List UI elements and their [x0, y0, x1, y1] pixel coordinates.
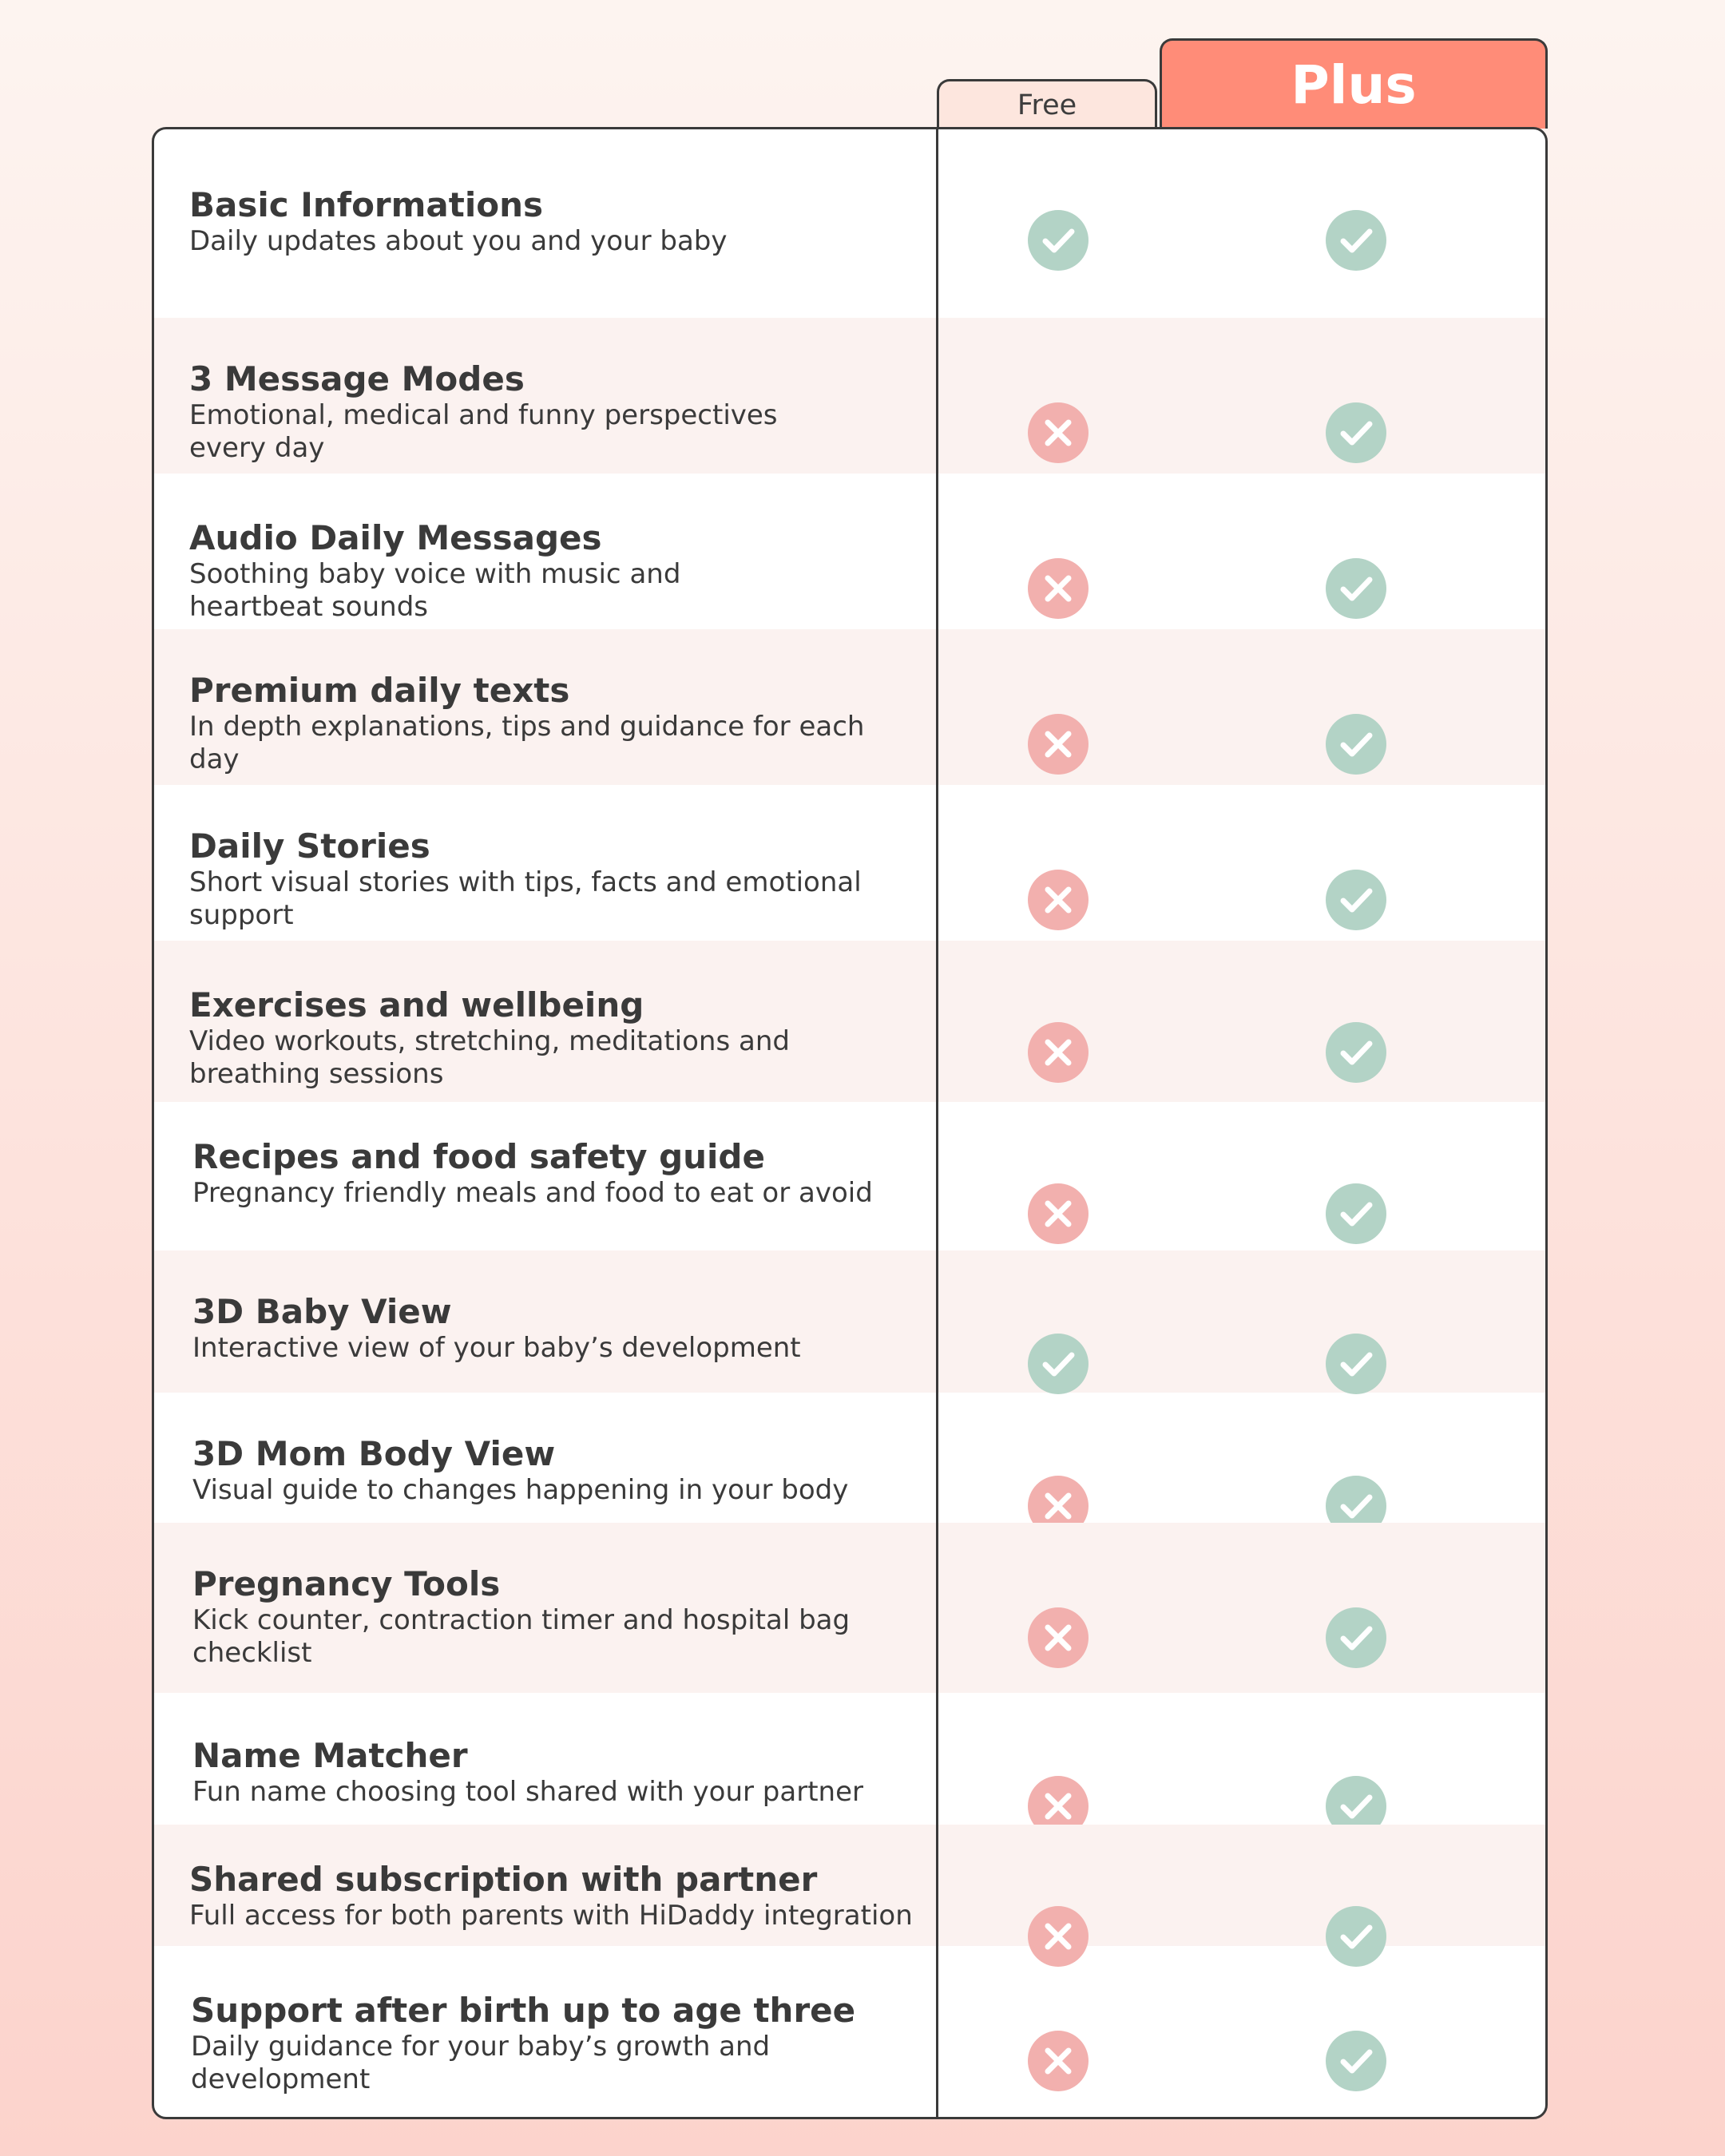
- table-row: [154, 941, 1545, 1102]
- feature-rows: [154, 129, 1545, 2119]
- plus-plan-tab[interactable]: [1160, 38, 1548, 129]
- free-cross-icon: [1028, 1183, 1089, 1244]
- feature-description: Emotional, medical and funny perspectives every day: [189, 399, 778, 464]
- feature-description: Kick counter, contraction timer and hospital bag checklist: [192, 1604, 851, 1669]
- feature-info: [189, 518, 956, 624]
- free-cross-icon: [1028, 870, 1089, 930]
- feature-info: [191, 1991, 958, 2096]
- feature-description: Visual guide to changes happening in your body: [192, 1474, 849, 1506]
- feature-title: 3 Message Modes: [189, 359, 525, 398]
- free-cross-icon: [1028, 1022, 1089, 1083]
- feature-title: Recipes and food safety guide: [192, 1137, 765, 1176]
- plus-check-icon: [1326, 558, 1386, 619]
- free-cross-icon: [1028, 558, 1089, 619]
- feature-info: [192, 1137, 959, 1210]
- feature-title: Pregnancy Tools: [192, 1564, 501, 1603]
- feature-description: Soothing baby voice with music and heartbeat sounds: [189, 558, 681, 623]
- free-cross-icon: [1028, 2031, 1089, 2091]
- free-check-icon: [1028, 1334, 1089, 1394]
- feature-info: [189, 185, 956, 258]
- plus-check-icon: [1326, 1183, 1386, 1244]
- feature-info: [189, 671, 956, 776]
- plus-check-icon: [1326, 402, 1386, 463]
- comparison-table: [152, 127, 1548, 2119]
- feature-description: Full access for both parents with HiDaddy integration: [189, 1900, 913, 1932]
- feature-title: Exercises and wellbeing: [189, 985, 644, 1024]
- feature-info: [189, 985, 956, 1091]
- plus-check-icon: [1326, 870, 1386, 930]
- plus-plan-label: Plus: [1291, 54, 1417, 116]
- free-cross-icon: [1028, 1607, 1089, 1668]
- plus-check-icon: [1326, 1022, 1386, 1083]
- feature-title: Shared subscription with partner: [189, 1860, 818, 1899]
- feature-description: In depth explanations, tips and guidance for each day: [189, 711, 865, 775]
- feature-info: [192, 1292, 959, 1365]
- feature-description: Fun name choosing tool shared with your partner: [192, 1776, 863, 1808]
- table-row: [154, 1693, 1545, 1825]
- free-cross-icon: [1028, 402, 1089, 463]
- feature-description: Daily guidance for your baby’s growth and development: [191, 2031, 771, 2095]
- plus-check-icon: [1326, 1607, 1386, 1668]
- feature-description: Short visual stories with tips, facts and emotional support: [189, 866, 862, 931]
- feature-title: 3D Mom Body View: [192, 1434, 556, 1473]
- free-plan-tab[interactable]: [937, 79, 1157, 129]
- table-row: [154, 1946, 1545, 2119]
- free-check-icon: [1028, 210, 1089, 271]
- plus-check-icon: [1326, 2031, 1386, 2091]
- table-row: [154, 129, 1545, 318]
- feature-description: Daily updates about you and your baby: [189, 225, 728, 257]
- feature-title: Basic Informations: [189, 185, 543, 224]
- feature-title: Premium daily texts: [189, 671, 570, 710]
- table-row: [154, 474, 1545, 629]
- table-row: [154, 629, 1545, 785]
- feature-title: Name Matcher: [192, 1736, 468, 1775]
- feature-info: [189, 1860, 956, 1932]
- feature-description: Interactive view of your baby’s development: [192, 1332, 801, 1364]
- table-row: [154, 1825, 1545, 1946]
- plus-check-icon: [1326, 210, 1386, 271]
- table-row: [154, 1393, 1545, 1523]
- feature-description: Pregnancy friendly meals and food to eat or avoid: [192, 1177, 873, 1209]
- table-row: [154, 1250, 1545, 1393]
- free-plan-label: Free: [1017, 89, 1077, 121]
- feature-info: [192, 1564, 959, 1670]
- feature-info: [189, 359, 956, 465]
- feature-info: [192, 1434, 959, 1507]
- plus-check-icon: [1326, 1334, 1386, 1394]
- plus-check-icon: [1326, 714, 1386, 775]
- table-row: [154, 318, 1545, 474]
- feature-description: Video workouts, stretching, meditations and breathing sessions: [189, 1025, 790, 1090]
- feature-title: 3D Baby View: [192, 1292, 452, 1331]
- feature-title: Support after birth up to age three: [191, 1991, 856, 2030]
- feature-info: [189, 826, 956, 932]
- feature-title: Audio Daily Messages: [189, 518, 602, 557]
- feature-info: [192, 1736, 959, 1809]
- feature-title: Daily Stories: [189, 826, 430, 866]
- free-cross-icon: [1028, 714, 1089, 775]
- table-row: [154, 1523, 1545, 1693]
- column-divider: [936, 129, 938, 2117]
- table-row: [154, 1102, 1545, 1250]
- table-row: [154, 785, 1545, 941]
